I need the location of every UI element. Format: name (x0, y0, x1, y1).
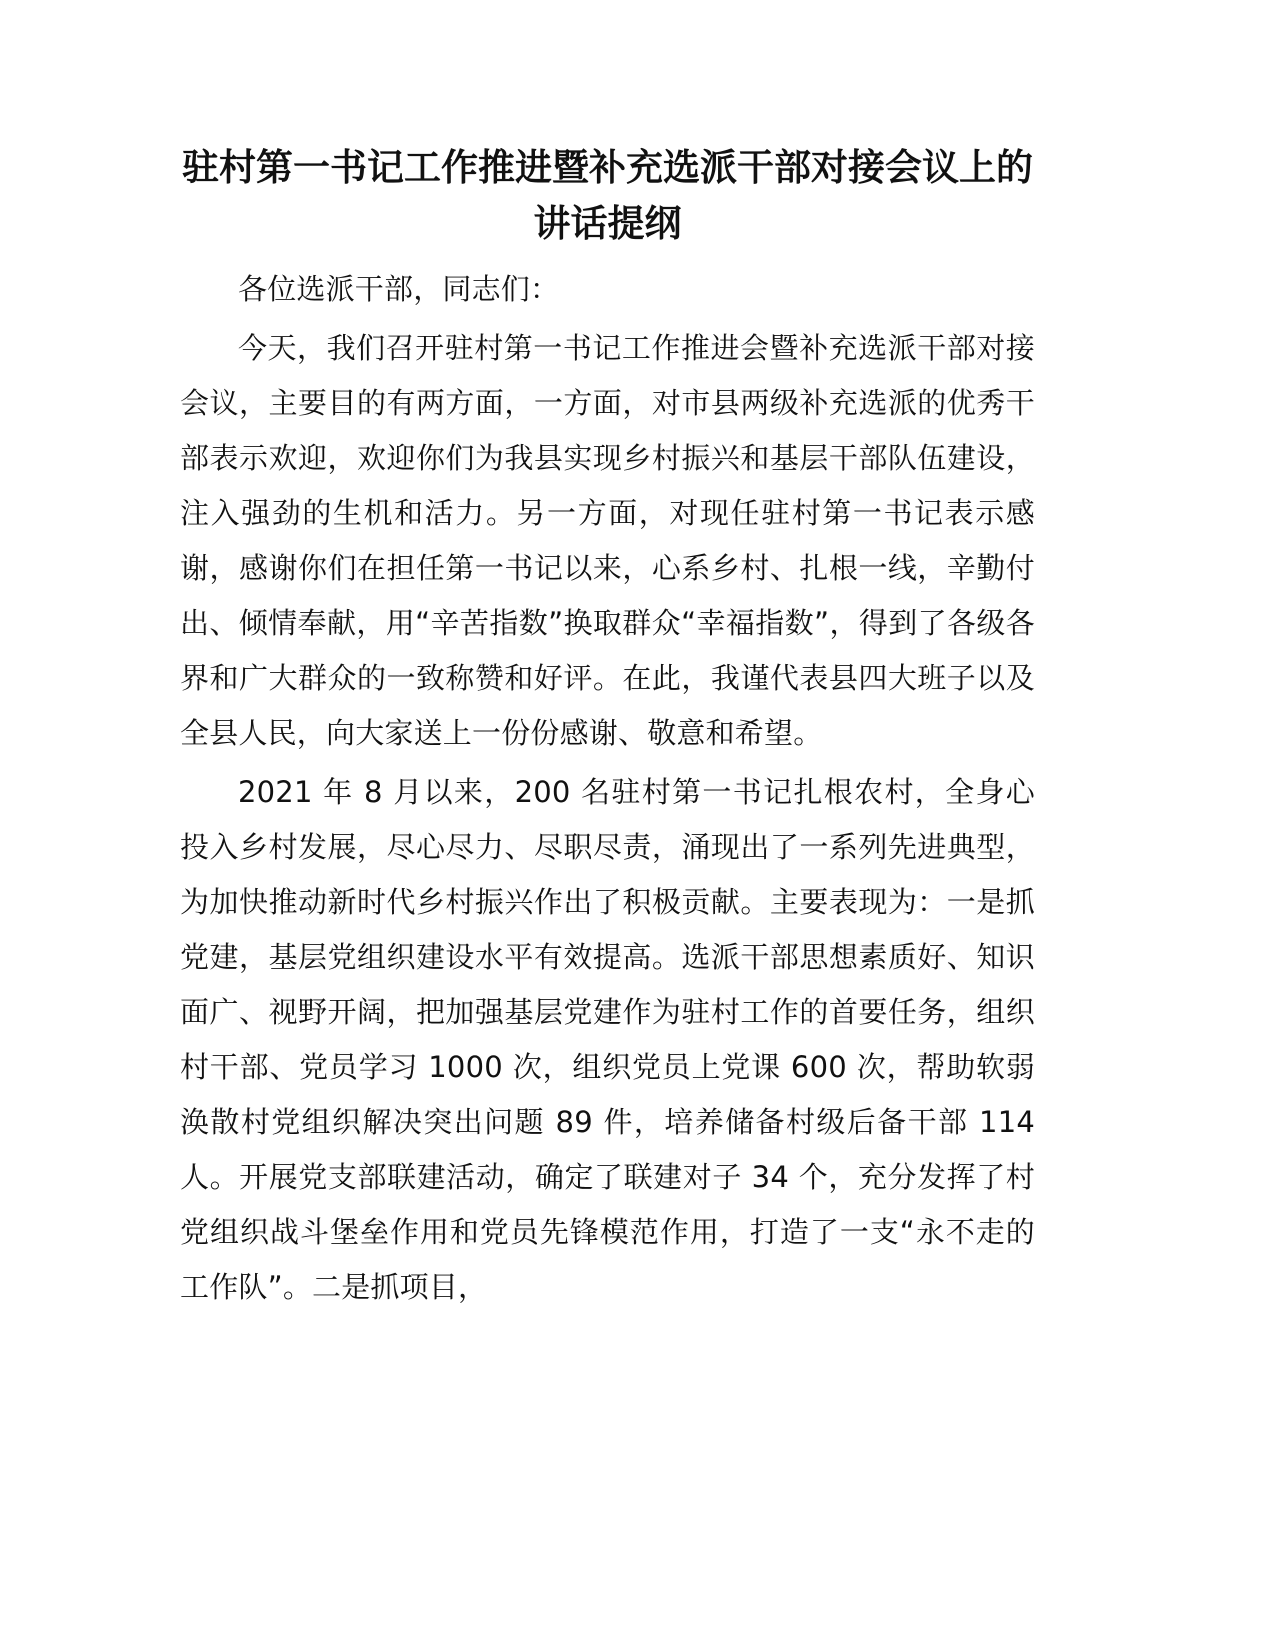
document-title: 驻村第一书记工作推进暨补充选派干部对接会议上的讲话提纲 (182, 146, 1033, 245)
greeting-line: 各位选派干部，同志们： (238, 272, 560, 306)
body-paragraph-1: 今天，我们召开驻村第一书记工作推进会暨补充选派干部对接会议，主要目的有两方面，一方面，对市县两级补充选派的优秀干部表示欢迎，欢迎你们为我县实现乡村振兴和基层干部队伍建设，注入强劲的生机和活力。另一方面，对现任驻村第一书记表示感谢，感谢你们在担任第一书记以来，心系乡村、扎根一线，辛勤付出、倾情奉献，用“辛苦指数”换取群众“幸福指数”，得到了各级各界和广大群众的一致称赞和好评。在此，我谨代表县四大班子以及全县人民，向大家送上一份份感谢、敬意和希望。 (180, 331, 1035, 750)
document-page (180, 140, 1035, 1315)
body-paragraph-2: 2021 年 8 月以来，200 名驻村第一书记扎根农村，全身心投入乡村发展，尽心尽力、尽职尽责，涌现出了一系列先进典型，为加快推动新时代乡村振兴作出了积极贡献。主要表现为：一是抓党建，基层党组织建设水平有效提高。选派干部思想素质好、知识面广、视野开阔，把加强基层党建作为驻村工作的首要任务，组织村干部、党员学习 1000 次，组织党员上党课 600 次，帮助软弱涣散村党组织解决突出问题 89 件，培养储备村级后备干部 114 人。开展党支部联建活动，确定了联建对子 34 个，充分发挥了村党组织战斗堡垒作用和党员先锋模范作用，打造了一支“永不走的工作队”。二是抓项目， (180, 775, 1035, 1304)
